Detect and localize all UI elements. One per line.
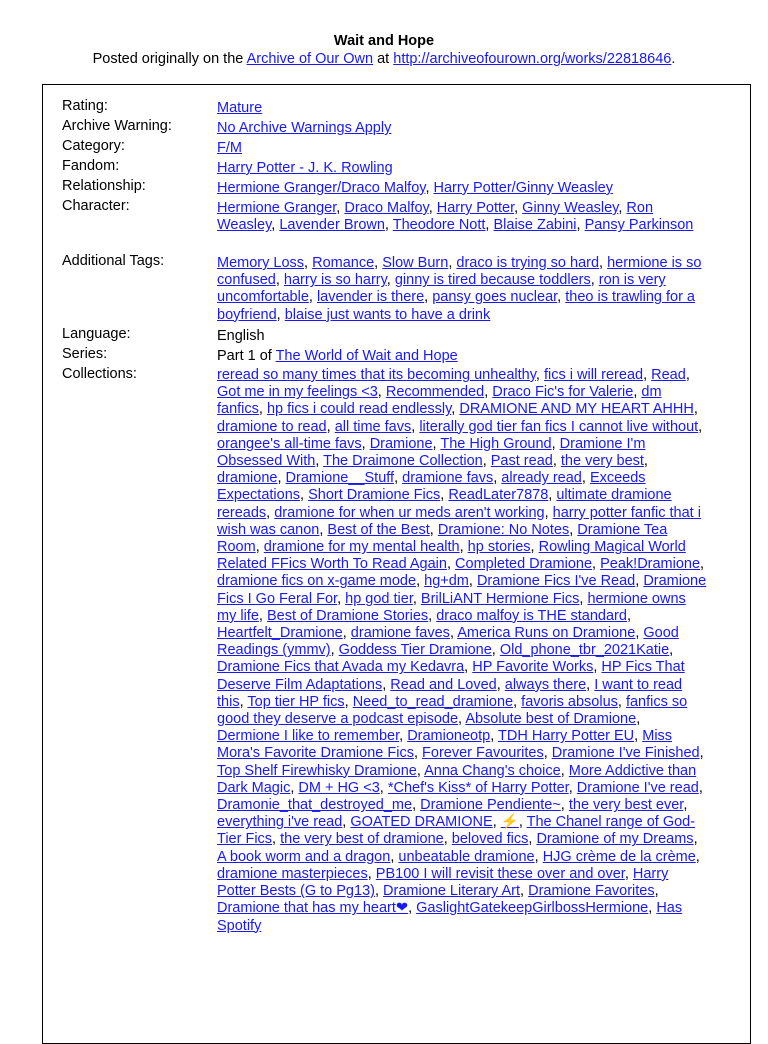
tag-link[interactable]: Read and Loved xyxy=(390,676,497,693)
comma-separator: , xyxy=(576,217,585,234)
tag-link[interactable]: Dramione I'm Obsessed With xyxy=(217,435,646,470)
tag-link[interactable]: Good Readings (ymmv) xyxy=(217,625,679,659)
comma-separator: , xyxy=(530,539,539,556)
tag-link[interactable]: Lavender Brown xyxy=(279,217,385,234)
work-meta-box xyxy=(42,84,751,1044)
comma-separator: , xyxy=(484,384,493,401)
comma-separator: , xyxy=(424,289,433,306)
tag-link[interactable]: Dramioneotp xyxy=(407,728,491,745)
comma-separator: , xyxy=(560,797,569,814)
tag-link[interactable]: Past read xyxy=(490,453,553,470)
tag-link[interactable]: Memory Loss xyxy=(217,255,305,271)
tag-link[interactable]: HP Fics That Deserve Film Adaptations xyxy=(217,659,685,693)
tag-link[interactable]: Mature xyxy=(217,100,263,116)
tag-link[interactable]: Dramione Favorites xyxy=(528,883,655,900)
tag-link[interactable]: Need_to_read_dramione xyxy=(352,693,514,710)
tag-link[interactable]: Top Shelf Firewhisky Dramione xyxy=(217,762,417,779)
tag-link[interactable]: lavender is there xyxy=(316,289,425,306)
collections-value xyxy=(217,367,707,935)
tag-link[interactable]: dramione masterpieces xyxy=(217,865,368,882)
tag-link[interactable]: Dramione Fics I've Read xyxy=(476,573,636,590)
comma-separator: , xyxy=(493,470,502,487)
tag-link[interactable]: hp fics i could read endlessly xyxy=(266,401,452,418)
comma-separator: , xyxy=(394,470,403,487)
comma-separator: , xyxy=(593,659,602,676)
tag-link[interactable]: Dermione I like to remember xyxy=(217,728,400,745)
tag-link[interactable]: the very best xyxy=(560,453,644,470)
tags-label: Additional Tags: xyxy=(62,253,165,269)
tag-link[interactable]: ron is very uncomfortable xyxy=(217,272,666,306)
comma-separator: , xyxy=(300,487,309,504)
tag-link[interactable]: ultimate dramione rereads xyxy=(217,487,672,521)
tag-link[interactable]: dramione favs xyxy=(402,470,494,487)
comma-separator: , xyxy=(384,217,393,234)
comma-separator: , xyxy=(277,470,286,487)
comma-separator: , xyxy=(290,779,299,796)
comma-separator: , xyxy=(592,556,601,573)
comma-separator: , xyxy=(643,453,648,470)
comma-separator: , xyxy=(485,217,494,234)
tag-link[interactable]: always there xyxy=(504,676,587,693)
comma-separator: , xyxy=(382,676,391,693)
tag-link[interactable]: I want to read this xyxy=(217,676,683,710)
comma-separator: , xyxy=(635,573,644,590)
comma-separator: , xyxy=(342,625,351,642)
tag-link[interactable]: Read xyxy=(651,367,686,383)
tag-link[interactable]: Harry Potter/Ginny Weasley xyxy=(433,180,613,196)
tag-link[interactable]: Dramione Fics I Go Feral For xyxy=(217,573,707,607)
tag-link[interactable]: GaslightGatekeepGirlbossHermione xyxy=(416,900,649,917)
comma-separator: , xyxy=(599,255,608,271)
comma-separator: , xyxy=(440,487,449,504)
comma-separator: , xyxy=(482,453,491,470)
tag-link[interactable]: blaise just wants to have a drink xyxy=(284,306,491,323)
comma-separator: , xyxy=(560,762,569,779)
tag-link[interactable]: literally god tier fan fics I cannot live without xyxy=(419,418,699,435)
tag-link[interactable]: No Archive Warnings Apply xyxy=(217,120,392,136)
tag-link[interactable]: Hermione Granger/Draco Malfoy xyxy=(217,180,426,196)
comma-separator: , xyxy=(412,797,421,814)
warning-label: Archive Warning: xyxy=(62,118,172,134)
tag-link[interactable]: Goddess Tier Dramione xyxy=(338,642,492,659)
tag-link[interactable]: Has Spotify xyxy=(217,900,683,934)
comma-separator: , xyxy=(390,848,399,865)
comma-separator: , xyxy=(416,573,425,590)
comma-separator: , xyxy=(319,521,328,538)
fandom-value xyxy=(217,160,707,177)
comma-separator: , xyxy=(451,401,460,418)
tag-link[interactable]: Harry Potter Bests (G to Pg13) xyxy=(217,865,669,900)
posted-line xyxy=(0,50,768,68)
tag-link[interactable]: Dramione Literary Art xyxy=(383,883,521,900)
comma-separator: , xyxy=(272,831,281,848)
comma-separator: , xyxy=(518,814,527,831)
comma-separator: , xyxy=(459,539,468,556)
tag-link[interactable]: hg+dm xyxy=(424,573,469,590)
fandom-label: Fandom: xyxy=(62,158,120,174)
comma-separator: , xyxy=(514,200,523,216)
comma-separator: , xyxy=(551,435,560,452)
comma-separator: , xyxy=(315,453,324,470)
period: . xyxy=(671,51,676,67)
comma-separator: , xyxy=(386,272,395,289)
comma-separator: , xyxy=(458,711,466,728)
tag-link[interactable]: hermione is so confused xyxy=(217,255,702,289)
comma-separator: , xyxy=(534,848,543,865)
comma-separator: , xyxy=(634,728,643,745)
tag-link[interactable]: Romance xyxy=(312,255,375,271)
language-label: Language: xyxy=(62,326,131,342)
comma-separator: , xyxy=(643,367,652,383)
tag-link[interactable]: reread so many times that its becoming unhealthy xyxy=(217,367,536,383)
comma-separator: , xyxy=(548,487,557,504)
comma-separator: , xyxy=(449,625,458,642)
comma-separator: , xyxy=(258,607,267,624)
tag-link[interactable]: ReadLater7878 xyxy=(448,487,549,504)
tag-link[interactable]: Completed Dramione xyxy=(455,556,593,573)
comma-separator: , xyxy=(464,659,473,676)
tag-link[interactable]: Dramione Pendiente~ xyxy=(420,797,561,814)
comma-separator: , xyxy=(700,556,705,573)
tag-link[interactable]: Dramione that has my heart❤ xyxy=(217,900,409,917)
tag-link[interactable]: Dramione I've read xyxy=(576,779,699,796)
tag-link[interactable]: Exceeds Expectations xyxy=(217,470,646,504)
comma-separator: , xyxy=(699,745,704,762)
tag-link[interactable]: More Addictive than Dark Magic xyxy=(217,762,697,796)
comma-separator: , xyxy=(429,521,438,538)
tag-link[interactable]: Best of Dramione Stories xyxy=(266,607,429,624)
archive-link[interactable]: Archive of Our Own xyxy=(246,51,374,67)
comma-separator: , xyxy=(337,590,346,607)
comma-separator: , xyxy=(590,272,599,289)
tag-link[interactable]: Dramione I've Finished xyxy=(551,745,700,762)
tag-link[interactable]: harry potter fanfic that i wish was canon xyxy=(217,504,701,538)
tag-link[interactable]: hp god tier xyxy=(345,590,413,607)
tag-link[interactable]: Forever Favourites xyxy=(422,745,544,762)
tag-link[interactable]: Slow Burn xyxy=(382,255,449,271)
comma-separator: , xyxy=(276,306,285,323)
comma-separator: , xyxy=(624,865,633,882)
tag-link[interactable]: Pansy Parkinson xyxy=(584,217,694,234)
tag-link[interactable]: *Chef's Kiss* of Harry Potter xyxy=(387,779,569,796)
comma-separator: , xyxy=(399,728,408,745)
tag-link[interactable]: ginny is tired because toddlers xyxy=(394,272,591,289)
tag-link[interactable]: Best of the Best xyxy=(327,521,430,538)
comma-separator: , xyxy=(698,779,703,796)
tag-link[interactable]: dramione for when ur meds aren't working xyxy=(274,504,545,521)
comma-separator: , xyxy=(344,693,353,710)
comma-separator: , xyxy=(552,453,561,470)
series-link[interactable]: The World of Wait and Hope xyxy=(275,348,458,364)
comma-separator: , xyxy=(683,797,688,814)
comma-separator: , xyxy=(698,418,703,435)
tag-link[interactable]: Draco Fic's for Valerie xyxy=(492,384,634,401)
tag-link[interactable]: fanfics so good they deserve a podcast episode xyxy=(217,693,688,728)
tag-link[interactable]: the very best ever xyxy=(568,797,684,814)
comma-separator: , xyxy=(428,200,437,216)
work-url-link[interactable]: http://archiveofourown.org/works/22818646 xyxy=(393,51,672,67)
comma-separator: , xyxy=(635,625,644,642)
comma-separator: , xyxy=(336,200,345,216)
comma-separator: , xyxy=(586,676,595,693)
tag-link[interactable]: Got me in my feelings <3 xyxy=(217,384,378,401)
comma-separator: , xyxy=(636,711,641,728)
tag-link[interactable]: BrilLiANT Hermione Fics xyxy=(420,590,580,607)
rating-label: Rating: xyxy=(62,98,108,114)
comma-separator: , xyxy=(326,418,335,435)
tag-link[interactable]: Harry Potter xyxy=(436,200,515,216)
comma-separator: , xyxy=(239,693,248,710)
rating-value xyxy=(217,100,707,117)
tag-link[interactable]: draco is trying so hard xyxy=(456,255,600,271)
tag-link[interactable]: beloved fics xyxy=(451,831,529,848)
comma-separator: , xyxy=(617,693,626,710)
comma-separator: , xyxy=(374,255,383,271)
tag-link[interactable]: ⚡ xyxy=(500,814,519,831)
tag-link[interactable]: Ron Weasley xyxy=(217,200,654,234)
comma-separator: , xyxy=(490,728,498,745)
tag-link[interactable]: Peak!Dramione xyxy=(600,556,701,573)
comma-separator: , xyxy=(304,255,313,271)
comma-separator: , xyxy=(425,180,434,196)
comma-separator: , xyxy=(528,831,537,848)
tag-link[interactable]: fics i will reread xyxy=(543,367,644,383)
comma-separator: , xyxy=(557,289,566,306)
comma-separator: , xyxy=(361,435,370,452)
tag-link[interactable]: dm fanfics xyxy=(217,384,662,418)
comma-separator: , xyxy=(448,255,457,271)
tag-link[interactable]: unbeatable dramione xyxy=(398,848,535,865)
tag-link[interactable]: hp stories xyxy=(467,539,531,556)
comma-separator: , xyxy=(579,590,588,607)
tag-link[interactable]: The Chanel range of God-Tier Fics xyxy=(217,814,696,848)
comma-separator: , xyxy=(543,745,552,762)
warning-value xyxy=(217,120,707,137)
tag-link[interactable]: Anna Chang's choice xyxy=(424,762,561,779)
comma-separator: , xyxy=(330,642,339,659)
comma-separator: , xyxy=(693,401,698,418)
comma-separator: , xyxy=(443,831,452,848)
comma-separator: , xyxy=(266,504,275,521)
tag-link[interactable]: Dramione of my Dreams xyxy=(536,831,694,848)
tag-link[interactable]: HP Favorite Works xyxy=(472,659,594,676)
comma-separator: , xyxy=(626,607,631,624)
comma-separator: , xyxy=(513,693,522,710)
tag-link[interactable]: GOATED DRAMIONE xyxy=(350,814,493,831)
tag-link[interactable]: Theodore Nott xyxy=(392,217,486,234)
tag-link[interactable]: dramione for my mental health xyxy=(263,539,460,556)
tag-link[interactable]: Absolute best of Dramione xyxy=(465,711,637,728)
tag-link[interactable]: PB100 I will revisit these over and over xyxy=(375,865,625,882)
comma-separator: , xyxy=(308,289,317,306)
tag-link[interactable]: Old_phone_tbr_2021Katie xyxy=(499,642,670,659)
tag-link[interactable]: Recommended xyxy=(385,384,485,401)
tag-link[interactable]: Dramione__Stuff xyxy=(285,470,395,487)
tag-link[interactable]: theo is trawling for a boyfriend xyxy=(217,289,695,323)
comma-separator: , xyxy=(492,814,501,831)
at-text: at xyxy=(373,51,394,67)
relationship-value xyxy=(217,180,707,197)
tag-link[interactable]: Draco Malfoy xyxy=(344,200,429,216)
series-value xyxy=(217,348,707,365)
tag-link[interactable]: dramione fics on x-game mode xyxy=(217,573,417,590)
tag-link[interactable]: already read xyxy=(501,470,582,487)
comma-separator: , xyxy=(648,900,657,917)
comma-separator: , xyxy=(468,573,477,590)
collections-label: Collections: xyxy=(62,366,137,382)
comma-separator: , xyxy=(275,272,284,289)
comma-separator: , xyxy=(618,200,627,216)
tag-link[interactable]: Harry Potter - J. K. Rowling xyxy=(217,160,393,176)
relationship-label: Relationship: xyxy=(62,178,146,194)
comma-separator: , xyxy=(411,418,420,435)
comma-separator: , xyxy=(569,521,578,538)
comma-separator: , xyxy=(408,900,417,917)
comma-separator: , xyxy=(633,384,642,401)
tag-link[interactable]: The High Ground xyxy=(440,435,552,452)
comma-separator: , xyxy=(693,831,698,848)
tag-link[interactable]: Heartfelt_Dramione xyxy=(217,625,343,642)
comma-separator: , xyxy=(271,217,280,234)
comma-separator: , xyxy=(446,556,456,573)
comma-separator: , xyxy=(654,883,659,900)
tag-link[interactable]: draco malfoy is THE standard xyxy=(436,607,627,624)
series-prefix: Part 1 of xyxy=(217,348,276,364)
work-title: Wait and Hope xyxy=(333,33,435,49)
comma-separator: , xyxy=(374,883,384,900)
tag-link[interactable]: Dramione Fics that Avada my Kedavra xyxy=(217,659,465,676)
comma-separator: , xyxy=(669,642,674,659)
tag-link[interactable]: The Draimone Collection xyxy=(323,453,483,470)
tag-link[interactable]: Miss Mora's Favorite Dramione Fics xyxy=(217,728,673,762)
tag-link[interactable]: Dramonie_that_destroyed_me xyxy=(217,797,413,814)
tag-link[interactable]: everything i've read xyxy=(217,814,343,831)
comma-separator: , xyxy=(685,367,690,383)
tag-link[interactable]: America Runs on Dramione xyxy=(457,625,636,642)
series-label: Series: xyxy=(62,346,108,362)
tag-link[interactable]: A book worm and a dragon xyxy=(217,848,391,865)
tag-link[interactable]: Dramione xyxy=(369,435,433,452)
comma-separator: , xyxy=(568,779,577,796)
tag-link[interactable]: DM + HG <3 xyxy=(298,779,380,796)
tag-link[interactable]: HJG crème de la crème xyxy=(542,848,696,865)
character-label: Character: xyxy=(62,198,130,214)
comma-separator: , xyxy=(255,539,264,556)
comma-separator: , xyxy=(379,779,388,796)
language-value: English xyxy=(217,328,265,344)
comma-separator: , xyxy=(491,642,500,659)
posted-prefix: Posted originally on the xyxy=(92,51,247,67)
tag-link[interactable]: Ginny Weasley xyxy=(522,200,619,216)
comma-separator: , xyxy=(416,762,425,779)
comma-separator: , xyxy=(544,504,553,521)
comma-separator: , xyxy=(342,814,351,831)
tag-link[interactable]: orangee's all-time favs xyxy=(217,435,362,452)
tag-link[interactable]: Short Dramione Fics xyxy=(308,487,441,504)
tag-link[interactable]: dramione faves xyxy=(350,625,450,642)
comma-separator: , xyxy=(496,676,505,693)
comma-separator: , xyxy=(520,883,529,900)
category-label: Category: xyxy=(62,138,125,154)
comma-separator: , xyxy=(428,607,437,624)
character-value xyxy=(217,200,707,234)
tag-link[interactable]: Hermione Granger xyxy=(217,200,337,216)
tag-link[interactable]: Dramione Tea Room xyxy=(217,521,668,556)
tag-link[interactable]: dramione xyxy=(217,470,278,487)
tag-link[interactable]: F/M xyxy=(217,140,242,156)
tag-link[interactable]: hermione owns my life xyxy=(217,590,686,624)
tag-link[interactable]: TDH Harry Potter EU xyxy=(498,728,635,745)
comma-separator: , xyxy=(413,745,423,762)
tag-link[interactable]: Dramione: No Notes xyxy=(437,521,570,538)
tag-link[interactable]: harry is so harry xyxy=(283,272,387,289)
comma-separator: , xyxy=(367,865,376,882)
tags-value xyxy=(217,255,707,324)
tag-link[interactable]: Blaise Zabini xyxy=(493,217,577,234)
comma-separator: , xyxy=(412,590,421,607)
comma-separator: , xyxy=(535,367,544,383)
comma-separator: , xyxy=(258,401,267,418)
category-value xyxy=(217,140,707,157)
tag-link[interactable]: dramione to read xyxy=(217,418,327,435)
comma-separator: , xyxy=(432,435,441,452)
tag-link[interactable]: the very best of dramione xyxy=(280,831,444,848)
comma-separator: , xyxy=(377,384,386,401)
tag-link[interactable]: DRAMIONE AND MY HEART AHHH xyxy=(459,401,694,418)
tag-link[interactable]: Top tier HP fics xyxy=(247,693,345,710)
tag-link[interactable]: all time favs xyxy=(334,418,412,435)
tag-link[interactable]: pansy goes nuclear xyxy=(432,289,558,306)
tag-link[interactable]: favoris absolus xyxy=(521,693,618,710)
tag-link[interactable]: Rowling Magical World Related FFics Worth To Read Again xyxy=(217,539,686,573)
comma-separator: , xyxy=(581,470,590,487)
comma-separator: , xyxy=(695,848,700,865)
